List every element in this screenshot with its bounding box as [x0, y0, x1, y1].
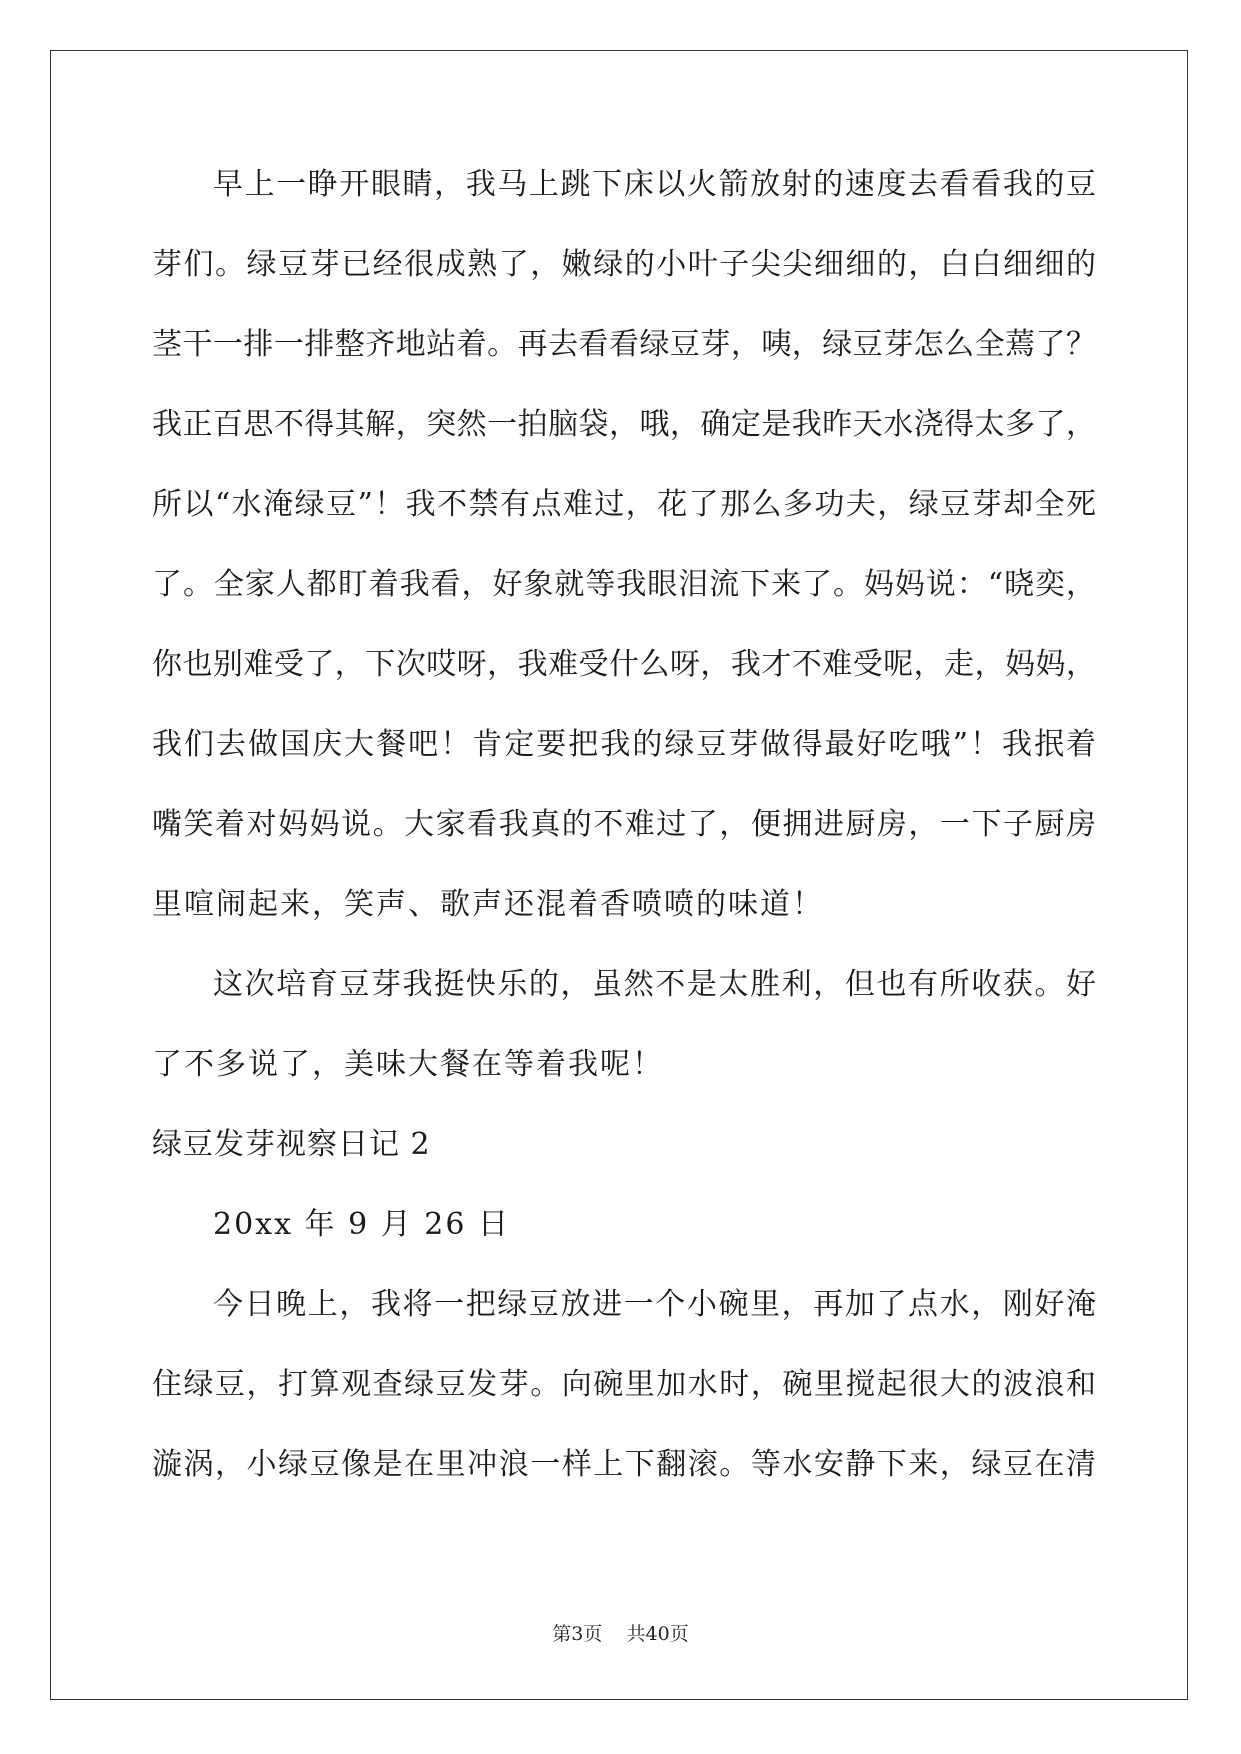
- paragraph-line: 这次培育豆芽我挺快乐的，虽然不是太胜利，但也有所收获。好: [213, 967, 1096, 1002]
- paragraph-line: 嘴笑着对妈妈说。大家看我真的不难过了，便拥进厨房，一下子厨房: [152, 807, 1096, 842]
- paragraph-line: 住绿豆，打算观查绿豆发芽。向碗里加水时，碗里搅起很大的波浪和: [152, 1367, 1096, 1402]
- page-label-suffix: 页: [583, 1623, 603, 1645]
- paragraph-line: 里喧闹起来，笑声、歌声还混着香喷喷的味道！: [152, 887, 824, 922]
- paragraph-line: 茎干一排一排整齐地站着。再去看看绿豆芽，咦，绿豆芽怎么全蔫了？: [152, 327, 1096, 362]
- total-suffix: 页: [669, 1623, 689, 1645]
- paragraph-line: 早上一睁开眼睛，我马上跳下床以火箭放射的速度去看看我的豆: [213, 167, 1096, 202]
- date-line: 20xx 年 9 月 26 日: [213, 1207, 510, 1242]
- document-body: [152, 160, 1096, 1520]
- paragraph-line: 了不多说了，美味大餐在等着我呢！: [152, 1047, 664, 1082]
- paragraph-line: 漩涡，小绿豆像是在里冲浪一样上下翻滚。等水安静下来，绿豆在清: [152, 1447, 1096, 1482]
- paragraph-line: 了。全家人都盯着我看，好象就等我眼泪流下来了。妈妈说：“晓奕，: [152, 567, 1096, 602]
- total-pages: 40: [645, 1623, 670, 1645]
- paragraph-line: 我们去做国庆大餐吧！肯定要把我的绿豆芽做得最好吃哦”！我抿着: [152, 727, 1096, 762]
- paragraph-line: 所以“水淹绿豆”！我不禁有点难过，花了那么多功夫，绿豆芽却全死: [152, 487, 1096, 522]
- section-heading: 绿豆发芽视察日记 2: [152, 1127, 431, 1162]
- paragraph-line: 芽们。绿豆芽已经很成熟了，嫩绿的小叶子尖尖细细的，白白细细的: [152, 247, 1096, 282]
- page-label-prefix: 第: [552, 1623, 572, 1645]
- page-number: 3: [571, 1623, 584, 1645]
- total-prefix: 共: [626, 1623, 646, 1645]
- paragraph-line: 你也别难受了，下次哎呀，我难受什么呀，我才不难受呢，走，妈妈，: [152, 647, 1096, 682]
- page-footer: [0, 1619, 1241, 1646]
- paragraph-line: 今日晚上，我将一把绿豆放进一个小碗里，再加了点水，刚好淹: [213, 1287, 1096, 1322]
- paragraph-line: 我正百思不得其解，突然一拍脑袋，哦，确定是我昨天水浇得太多了，: [152, 407, 1096, 442]
